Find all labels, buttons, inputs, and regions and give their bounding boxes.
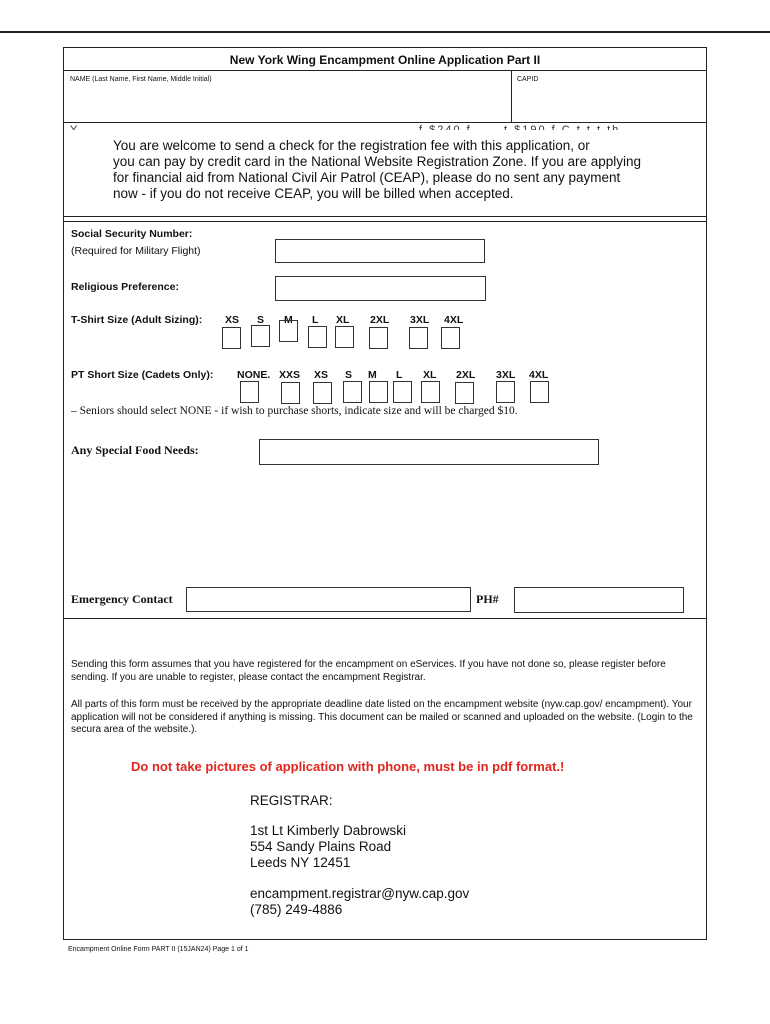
short-size-3xl: 3XL bbox=[496, 369, 516, 381]
top-rule bbox=[0, 31, 770, 33]
notice-line-4: now - if you do not receive CEAP, you will be billed when accepted. bbox=[113, 186, 514, 201]
registrar-email: encampment.registrar@nyw.cap.gov bbox=[250, 886, 470, 901]
short-size-l: L bbox=[396, 369, 403, 381]
notice-line-3: for financial aid from National Civil Air Patrol (CEAP), please do no sent any payment bbox=[113, 170, 621, 185]
tshirt-size-xs: XS bbox=[225, 314, 240, 326]
registrar-heading: REGISTRAR: bbox=[250, 793, 333, 808]
application-form bbox=[63, 47, 707, 940]
tshirt-size-4xl: 4XL bbox=[444, 314, 464, 326]
religion-label: Religious Preference: bbox=[71, 281, 179, 293]
tshirt-size-2xl: 2XL bbox=[370, 314, 390, 326]
tshirt-checkbox-xl[interactable] bbox=[335, 326, 354, 348]
religion-input[interactable] bbox=[275, 276, 486, 301]
short-checkbox-m[interactable] bbox=[369, 381, 388, 403]
notice-line-2: you can pay by credit card in the National Website Registration Zone. If you are applying bbox=[113, 154, 642, 169]
phone-input[interactable] bbox=[514, 587, 684, 613]
ssn-note: (Required for Military Flight) bbox=[71, 245, 201, 257]
name-field[interactable] bbox=[64, 70, 511, 122]
tshirt-checkbox-4xl[interactable] bbox=[441, 327, 460, 349]
tshirt-checkbox-l[interactable] bbox=[308, 326, 327, 348]
registrar-street: 554 Sandy Plains Road bbox=[250, 839, 392, 854]
emergency-label: Emergency Contact bbox=[71, 592, 173, 606]
short-checkbox-xl[interactable] bbox=[421, 381, 440, 403]
name-row-divider bbox=[64, 122, 706, 123]
short-checkbox-3xl[interactable] bbox=[496, 381, 515, 403]
instructions-para-1: Sending this form assumes that you have registered for the encampment on eServices. If you have not done so, please register before sending. If you are unable to register, please contact the encampment Registrar. bbox=[71, 659, 666, 683]
short-size-4xl: 4XL bbox=[529, 369, 549, 381]
food-label: Any Special Food Needs: bbox=[71, 443, 199, 457]
tshirt-checkbox-s[interactable] bbox=[251, 325, 270, 347]
short-size-none: NONE. bbox=[237, 369, 271, 381]
short-size-xl: XL bbox=[423, 369, 437, 381]
capid-label: CAPID bbox=[517, 76, 539, 83]
short-size-xxs: XXS bbox=[279, 369, 301, 381]
short-size-m: M bbox=[368, 369, 377, 381]
short-checkbox-l[interactable] bbox=[393, 381, 412, 403]
phone-label: PH# bbox=[476, 592, 499, 606]
notice-divider-bottom bbox=[64, 221, 706, 222]
short-label: PT Short Size (Cadets Only): bbox=[71, 369, 214, 381]
ssn-input[interactable] bbox=[275, 239, 485, 263]
registrar-name: 1st Lt Kimberly Dabrowski bbox=[250, 823, 407, 838]
short-size-2xl: 2XL bbox=[456, 369, 476, 381]
notice-divider-top bbox=[64, 216, 706, 217]
short-checkbox-xs[interactable] bbox=[313, 382, 332, 404]
tshirt-size-s: S bbox=[257, 314, 265, 326]
registrar-phone: (785) 249-4886 bbox=[250, 902, 343, 917]
short-checkbox-xxs[interactable] bbox=[281, 382, 300, 404]
tshirt-size-l: L bbox=[312, 314, 319, 326]
short-checkbox-2xl[interactable] bbox=[455, 382, 474, 404]
tshirt-size-xl: XL bbox=[336, 314, 350, 326]
tshirt-checkbox-2xl[interactable] bbox=[369, 327, 388, 349]
form-footer: Encampment Online Form PART II (15JAN24) Page 1 of 1 bbox=[68, 946, 249, 953]
name-label: NAME (Last Name, First Name, Middle Initial) bbox=[70, 76, 212, 83]
short-size-s: S bbox=[345, 369, 353, 381]
tshirt-checkbox-xs[interactable] bbox=[222, 327, 241, 349]
tshirt-size-3xl: 3XL bbox=[410, 314, 430, 326]
registrar-city: Leeds NY 12451 bbox=[250, 855, 351, 870]
form-title: New York Wing Encampment Online Application Part II bbox=[229, 53, 541, 67]
pdf-warning: Do not take pictures of application with phone, must be in pdf format.! bbox=[131, 759, 565, 774]
instructions-para-2: All parts of this form must be received by the appropriate deadline date listed on the encampment website (nyw.cap.gov/ encampment). Your application will not be considered if anything is missing. This document can be mailed or scanned and uploaded on the website. (Login to the secura area of the website.). bbox=[71, 699, 693, 735]
food-input[interactable] bbox=[259, 439, 599, 465]
capid-field[interactable] bbox=[512, 70, 706, 122]
short-checkbox-4xl[interactable] bbox=[530, 381, 549, 403]
payment-notice bbox=[64, 130, 705, 216]
emergency-contact-input[interactable] bbox=[186, 587, 471, 612]
seniors-note: – Seniors should select NONE - if wish to purchase shorts, indicate size and will be charged $10. bbox=[71, 405, 518, 417]
short-size-xs: XS bbox=[314, 369, 329, 381]
ssn-label: Social Security Number: bbox=[71, 228, 193, 240]
short-checkbox-none[interactable] bbox=[240, 381, 259, 403]
tshirt-label: T-Shirt Size (Adult Sizing): bbox=[71, 314, 203, 326]
notice-line-1: You are welcome to send a check for the registration fee with this application, or bbox=[113, 138, 590, 153]
tshirt-checkbox-3xl[interactable] bbox=[409, 327, 428, 349]
tshirt-checkbox-m[interactable] bbox=[279, 320, 298, 342]
contact-divider bbox=[64, 618, 706, 619]
short-checkbox-s[interactable] bbox=[343, 381, 362, 403]
tshirt-size-m: M bbox=[284, 314, 293, 326]
